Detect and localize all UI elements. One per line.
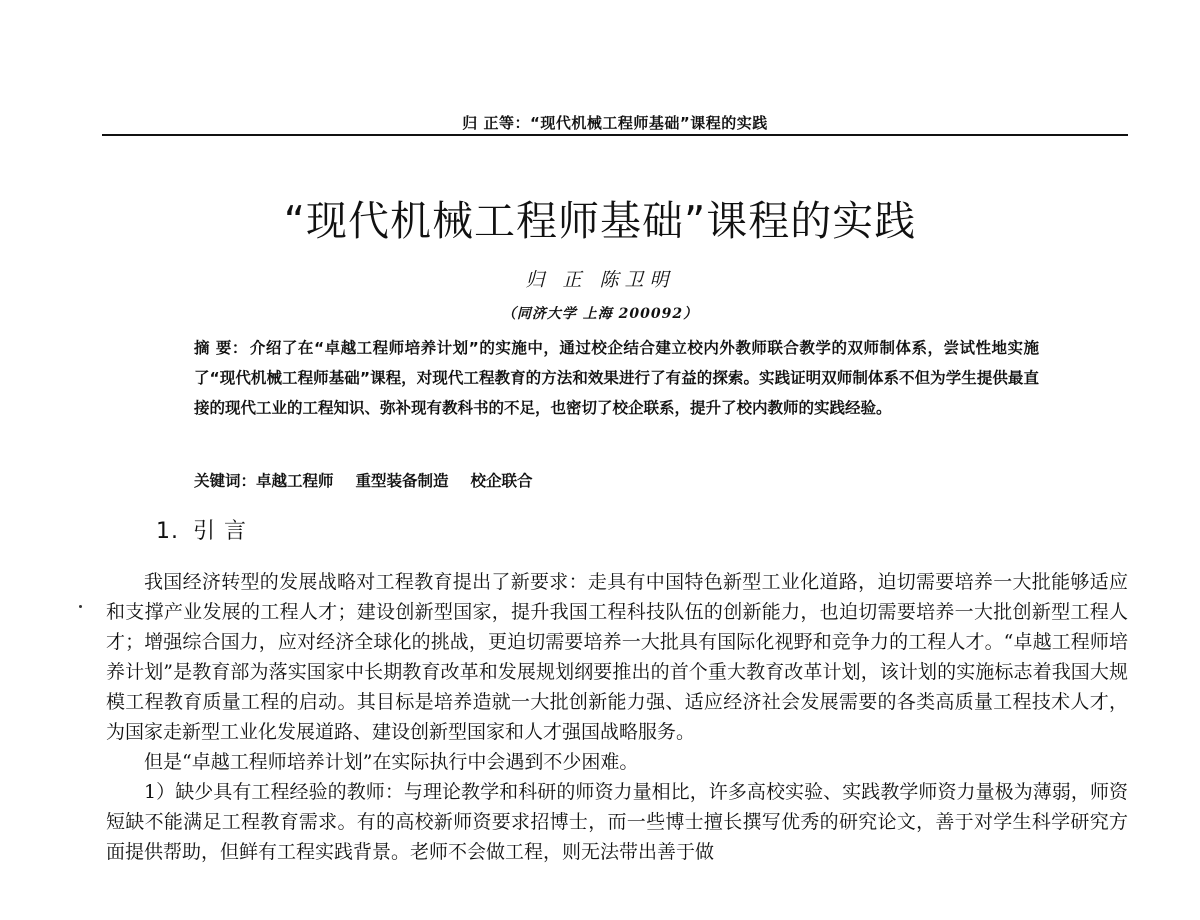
section-heading bbox=[156, 514, 247, 545]
keywords bbox=[194, 466, 1039, 496]
keywords-label: 关键词： bbox=[194, 472, 257, 490]
body-text bbox=[106, 567, 1128, 867]
scan-speck bbox=[79, 605, 82, 608]
body-paragraph: 我国经济转型的发展战略对工程教育提出了新要求：走具有中国特色新型工业化道路，迫切需要培养一大批能够适应和支撑产业发展的工程人才；建设创新型国家，提升我国工程科技队伍的创新能力，也迫切需要培养一大批创新型工程人才；增强综合国力，应对经济全球化的挑战，更迫切需要培养一大批具有国际化视野和竞争力的工程人才。“卓越工程师培养计划”是教育部为落实国家中长期教育改革和发展规划纲要推出的首个重大教育改革计划，该计划的实施标志着我国大规模工程教育质量工程的启动。其目标是培养造就一大批创新能力强、适应经济社会发展需要的各类高质量工程技术人才，为国家走新型工业化发展道路、建设创新型国家和人才强国战略服务。 bbox=[106, 571, 1128, 743]
keyword: 卓越工程师 bbox=[256, 472, 334, 490]
abstract-paragraph bbox=[194, 333, 1039, 423]
paper-title: “现代机械工程师基础”课程的实践 bbox=[283, 197, 917, 245]
abstract bbox=[194, 333, 1039, 423]
abstract-text: 介绍了在“卓越工程师培养计划”的实施中，通过校企结合建立校内外教师联合教学的双师制体系，尝试性地实施了“现代机械工程师基础”课程，对现代工程教育的方法和效果进行了有益的探索。实践证明双师制体系不但为学生提供最直接的现代工业的工程知识、弥补现有教科书的不足，也密切了校企联系，提升了校内教师的实践经验。 bbox=[194, 339, 1039, 417]
keyword: 重型装备制造 bbox=[355, 472, 449, 490]
keyword: 校企联合 bbox=[470, 472, 533, 490]
abstract-label: 摘 要： bbox=[194, 339, 248, 357]
author-list: 归 正 陈卫明 bbox=[525, 269, 675, 291]
section-title: 引 言 bbox=[193, 519, 247, 544]
body-paragraph: 1）缺少具有工程经验的教师：与理论教学和科研的师资力量相比，许多高校实验、实践教学师资力量极为薄弱，师资短缺不能满足工程教育需求。有的高校新师资要求招博士，而一些博士擅长撰写优秀的研究论文，善于对学生科学研究方面提供帮助，但鲜有工程实践背景。老师不会做工程，则无法带出善于做 bbox=[106, 781, 1128, 863]
affiliation: （同济大学 上海 200092） bbox=[501, 306, 699, 322]
body-paragraph: 但是“卓越工程师培养计划”在实际执行中会遇到不少困难。 bbox=[144, 751, 639, 773]
section-number: 1. bbox=[156, 519, 179, 544]
header-rule bbox=[102, 134, 1128, 136]
running-head: 归 正等：“现代机械工程师基础”课程的实践 bbox=[462, 114, 768, 132]
